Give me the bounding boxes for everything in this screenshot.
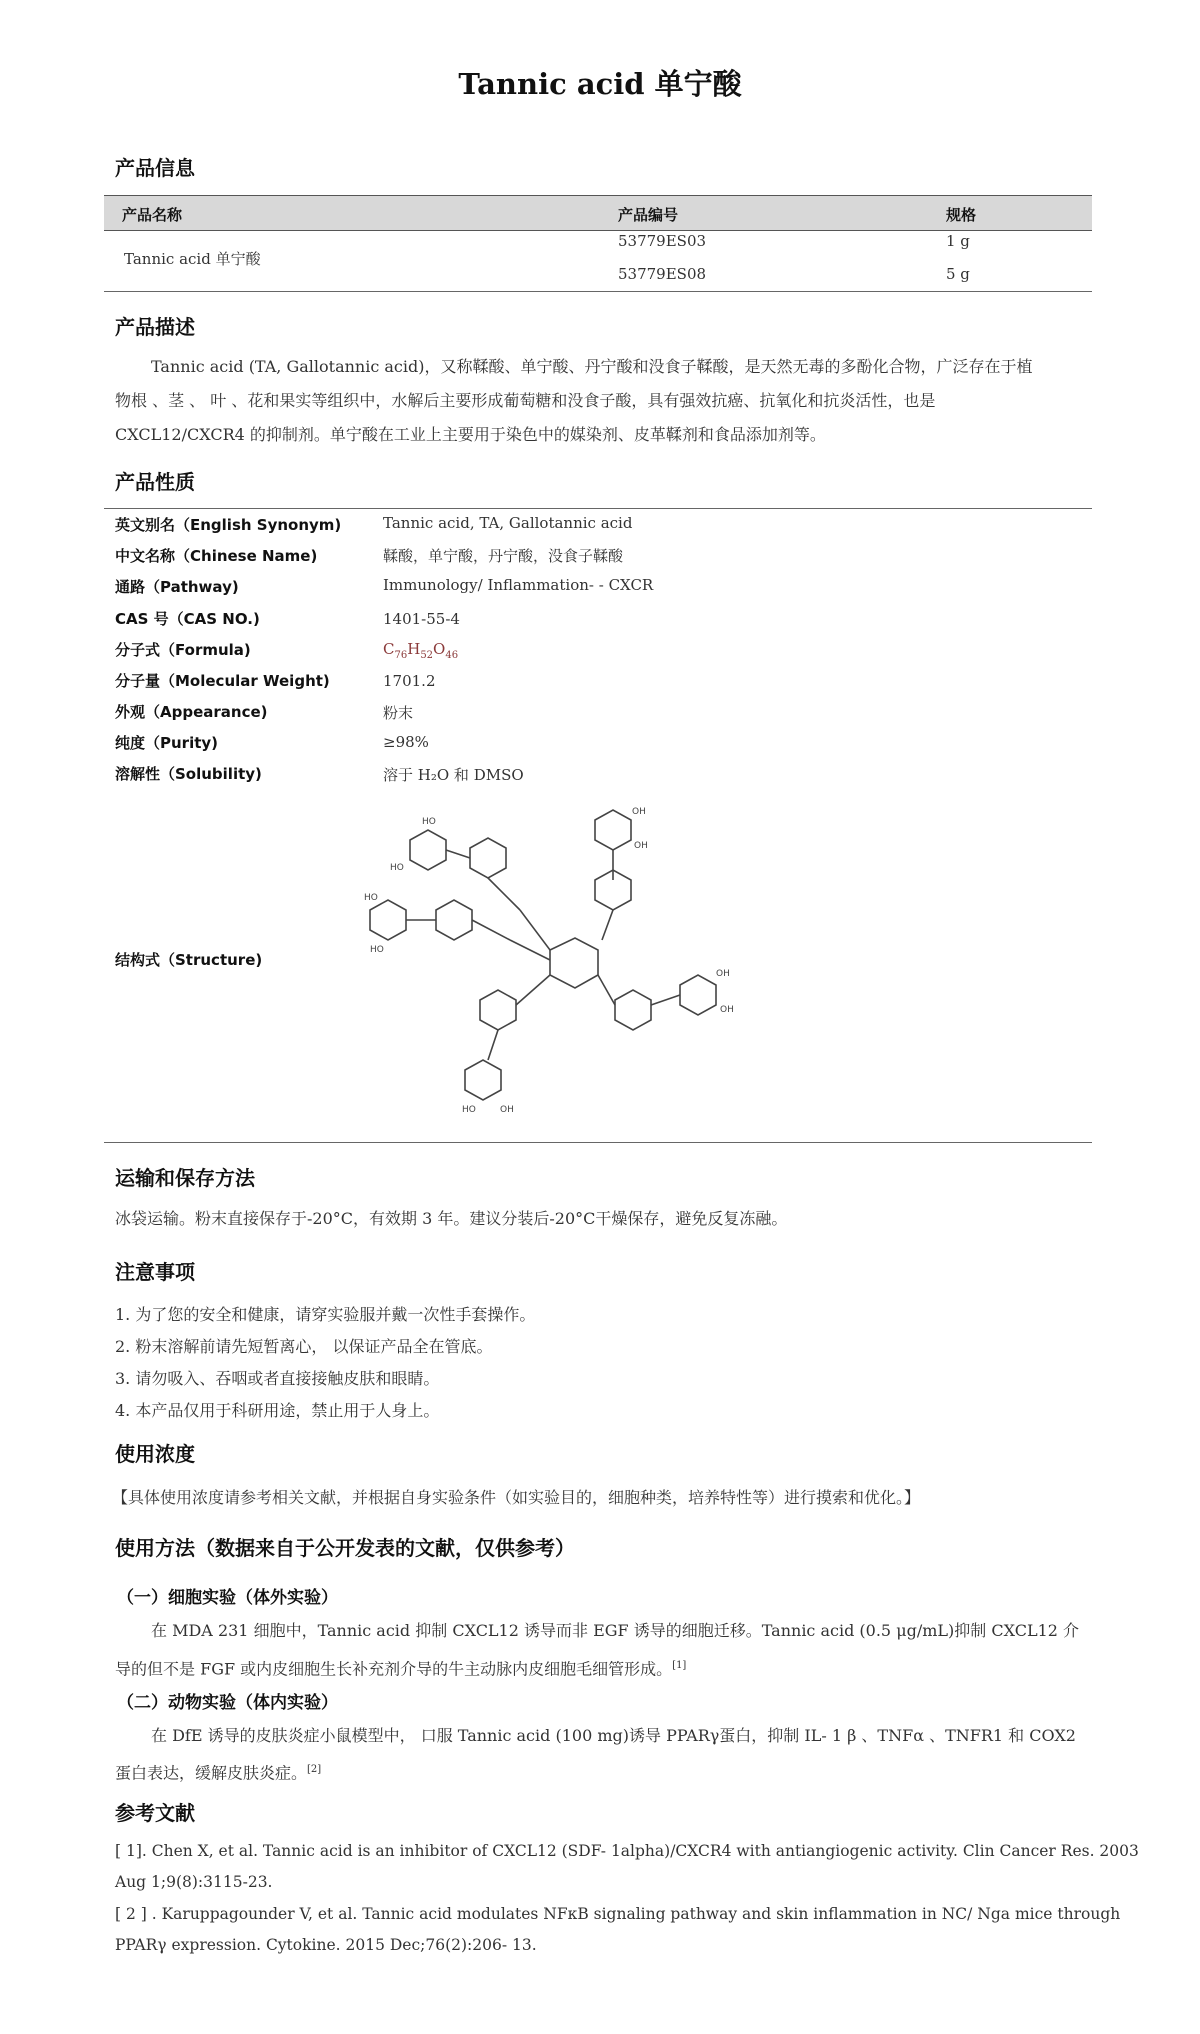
property-value: 1701.2: [383, 672, 436, 690]
product-spec-cell: 1 g: [946, 232, 970, 250]
svg-text:OH: OH: [720, 1005, 734, 1015]
section-heading-storage: 运输和保存方法: [115, 1166, 255, 1190]
precaution-item: 1. 为了您的安全和健康，请穿实验服并戴一次性手套操作。: [115, 1305, 536, 1324]
reference-line: [ 2 ] . Karuppagounder V, et al. Tannic acid modulates NFκB signaling pathway and skin inflammation in NC/ Nga mice through: [115, 1905, 1121, 1923]
precaution-item: 4. 本产品仅用于科研用途，禁止用于人身上。: [115, 1401, 440, 1420]
col-header-code: 产品编号: [618, 206, 679, 224]
property-label: 通路（Pathway): [115, 578, 239, 596]
citation-ref: [2]: [307, 1764, 322, 1775]
usage-animal-line: 蛋白表达，缓解皮肤炎症。[2]: [115, 1763, 322, 1783]
property-value: ≥98%: [383, 733, 429, 751]
product-table-header: [104, 195, 1092, 231]
product-name-cell: Tannic acid 单宁酸: [124, 250, 261, 268]
storage-text: 冰袋运输。粉末直接保存于-20°C，有效期 3 年。建议分装后-20°C干燥保存，避免反复冻融。: [115, 1209, 788, 1228]
property-value: Tannic acid, TA, Gallotannic acid: [383, 514, 633, 532]
reference-line: PPARγ expression. Cytokine. 2015 Dec;76(2):206- 13.: [115, 1936, 537, 1954]
property-label: 外观（Appearance): [115, 703, 268, 721]
property-value: 鞣酸，单宁酸，丹宁酸，没食子鞣酸: [383, 547, 624, 565]
subsection-heading-animal: （二）动物实验（体内实验）: [117, 1693, 338, 1713]
section-heading-usage: 使用方法（数据来自于公开发表的文献，仅供参考）: [115, 1536, 575, 1560]
property-label: 分子量（Molecular Weight): [115, 672, 330, 690]
property-label: CAS 号（CAS NO.): [115, 610, 260, 628]
svg-text:HO: HO: [462, 1105, 476, 1115]
document-title: Tannic acid 单宁酸: [458, 67, 742, 101]
precaution-item: 3. 请勿吸入、吞咽或者直接接触皮肤和眼睛。: [115, 1369, 440, 1388]
svg-text:OH: OH: [500, 1105, 514, 1115]
formula-value: $C_{76}H_{52}O_{46}$: [383, 640, 459, 661]
svg-text:OH: OH: [632, 807, 646, 817]
svg-text:HO: HO: [364, 893, 378, 903]
usage-animal-line: 在 DfE 诱导的皮肤炎症小鼠模型中， 口服 Tannic acid (100 mg)诱导 PPARγ蛋白，抑制 IL- 1 β 、TNFα 、TNFR1 和 COX2: [151, 1726, 1076, 1745]
property-label: 分子式（Formula): [115, 641, 251, 659]
section-heading-product-info: 产品信息: [115, 156, 195, 180]
col-header-spec: 规格: [946, 206, 977, 224]
description-line: CXCL12/CXCR4 的抑制剂。单宁酸在工业上主要用于染色中的媒染剂、皮革鞣剂和食品添加剂等。: [115, 425, 826, 444]
section-heading-precautions: 注意事项: [115, 1260, 195, 1284]
property-label: 结构式（Structure): [115, 951, 263, 969]
usage-cell-line: 在 MDA 231 细胞中，Tannic acid 抑制 CXCL12 诱导而非 EGF 诱导的细胞迁移。Tannic acid (0.5 μg/mL)抑制 CXCL12 介: [151, 1621, 1080, 1640]
reference-line: Aug 1;9(8):3115-23.: [115, 1873, 273, 1891]
concentration-text: 【具体使用浓度请参考相关文献，并根据自身实验条件（如实验目的，细胞种类，培养特性等）进行摸索和优化。】: [112, 1488, 921, 1507]
section-heading-concentration: 使用浓度: [115, 1442, 195, 1466]
property-value: 溶于 H₂O 和 DMSO: [383, 766, 524, 784]
description-line: 物根 、茎 、 叶 、花和果实等组织中，水解后主要形成葡萄糖和没食子酸，具有强效抗癌、抗氧化和抗炎活性，也是: [115, 391, 936, 410]
svg-text:HO: HO: [422, 817, 436, 827]
usage-cell-line: 导的但不是 FGF 或内皮细胞生长补充剂介导的牛主动脉内皮细胞毛细管形成。[1]: [115, 1659, 687, 1679]
property-value: 1401-55-4: [383, 610, 460, 628]
precaution-item: 2. 粉末溶解前请先短暂离心， 以保证产品全在管底。: [115, 1337, 493, 1356]
property-value: Immunology/ Inflammation- - CXCR: [383, 576, 654, 594]
product-code-cell: 53779ES08: [618, 265, 707, 283]
section-heading-references: 参考文献: [115, 1801, 195, 1825]
description-line: Tannic acid (TA, Gallotannic acid)，又称鞣酸、单宁酸、丹宁酸和没食子鞣酸，是天然无毒的多酚化合物，广泛存在于植: [151, 357, 1033, 376]
col-header-name: 产品名称: [122, 206, 183, 224]
property-label: 纯度（Purity): [115, 734, 219, 752]
reference-line: [ 1]. Chen X, et al. Tannic acid is an inhibitor of CXCL12 (SDF- 1alpha)/CXCR4 with antiangiogenic activity. Clin Cancer Res. 2003: [115, 1842, 1139, 1860]
section-heading-description: 产品描述: [115, 315, 195, 339]
property-label: 中文名称（Chinese Name): [115, 547, 318, 565]
svg-text:HO: HO: [370, 945, 384, 955]
properties-bottom-rule: [104, 1142, 1092, 1143]
section-heading-properties: 产品性质: [115, 470, 195, 494]
properties-top-rule: [104, 508, 1092, 509]
property-label: 英文别名（English Synonym): [115, 516, 342, 534]
property-label: 溶解性（Solubility): [115, 765, 262, 783]
product-code-cell: 53779ES03: [618, 232, 707, 250]
chemical-structure-image: [364, 800, 770, 1140]
svg-text:OH: OH: [634, 841, 648, 851]
citation-ref: [1]: [672, 1660, 687, 1671]
property-value: 粉末: [383, 704, 414, 722]
svg-text:OH: OH: [716, 969, 730, 979]
subsection-heading-cell: （一）细胞实验（体外实验）: [117, 1588, 338, 1608]
svg-text:HO: HO: [390, 863, 404, 873]
product-spec-cell: 5 g: [946, 265, 970, 283]
table-bottom-rule: [104, 291, 1092, 292]
